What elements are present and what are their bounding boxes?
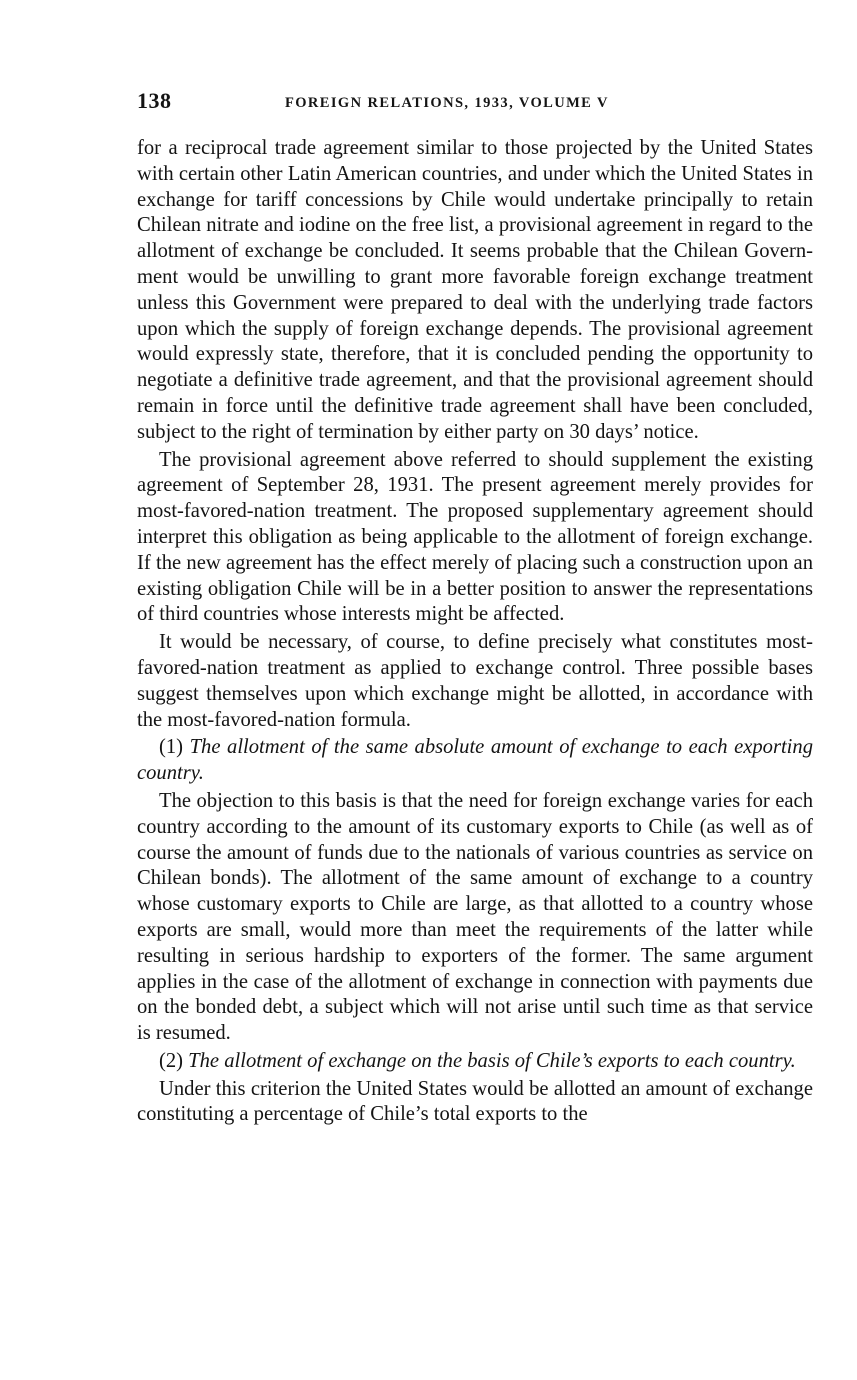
basis-1-heading bbox=[137, 735, 813, 787]
paragraph-provisional-agreement: The provisional agreement above referred to should supplement the existing agreement of September 28, 1931. The present agreement merely provides for most-favored-nation treatment. The proposed supplementary agreement should interpret this obligation as being applicable to the allotment of foreign exchange. If the new agreement has the effect merely of placing such a construction upon an existing obligation Chile will be in a better position to answer the representations of third countries whose interests might be affected. bbox=[137, 448, 813, 626]
document-page bbox=[137, 88, 813, 1128]
paragraph-objection: The objection to this basis is that the need for foreign exchange varies for each country according to the amount of its customary exports to Chile (as well as of course the amount of funds due to the nationals of various countries as service on Chilean bonds). The allotment of the same amount of exchange to a country whose customary exports to Chile are large, as that allotted to a country whose exports are small, would more than meet the requirements of the latter while resulting in serious hardship to exporters of the former. The same argument applies in the case of the allotment of exchange in connection with payments due on the bonded debt, a subject which will not arise until such time as that service is resumed. bbox=[137, 789, 813, 1045]
paragraph-most-favored-nation: It would be necessary, of course, to define precisely what constitutes most-favored-nation treatment as applied to exchange control. Three possible bases suggest themselves upon which exchange might be allotted, in accordance with the most-favored-nation formula. bbox=[137, 631, 813, 731]
basis-2-number: (2) bbox=[159, 1049, 184, 1072]
running-head: FOREIGN RELATIONS, 1933, VOLUME V bbox=[285, 95, 609, 111]
basis-1-title: The allotment of the same absolute amount of exchange to each exporting country. bbox=[137, 736, 814, 785]
body-text bbox=[137, 136, 813, 1128]
paragraph-continuation: for a reciprocal trade agreement similar to those projected by the United States with certain other Latin American countries, and under which the United States in exchange for tariff concessions by Chile would undertake principally to retain Chilean nitrate and iodine on the free list, a provisional agreement in regard to the allotment of exchange be concluded. It seems probable that the Chilean Government would be unwilling to grant more favorable foreign exchange treatment unless this Government were prepared to deal with the underlying trade factors upon which the supply of foreign exchange depends. The provisional agreement would expressly state, therefore, that it is concluded pending the opportunity to negotiate a definitive trade agreement, and that the provisional agreement should remain in force until the definitive trade agreement shall have been concluded, subject to the right of termination by either party on 30 days’ notice. bbox=[137, 137, 813, 443]
page-header bbox=[137, 88, 813, 124]
basis-2-title: The allotment of exchange on the basis of Chile’s exports to each country. bbox=[188, 1049, 796, 1072]
basis-2-heading bbox=[137, 1049, 813, 1075]
paragraph-criterion: Under this criterion the United States would be allotted an amount of exchange constituting a percentage of Chile’s total exports to the bbox=[137, 1077, 813, 1126]
basis-1-number: (1) bbox=[159, 736, 184, 759]
page-number: 138 bbox=[137, 88, 172, 113]
